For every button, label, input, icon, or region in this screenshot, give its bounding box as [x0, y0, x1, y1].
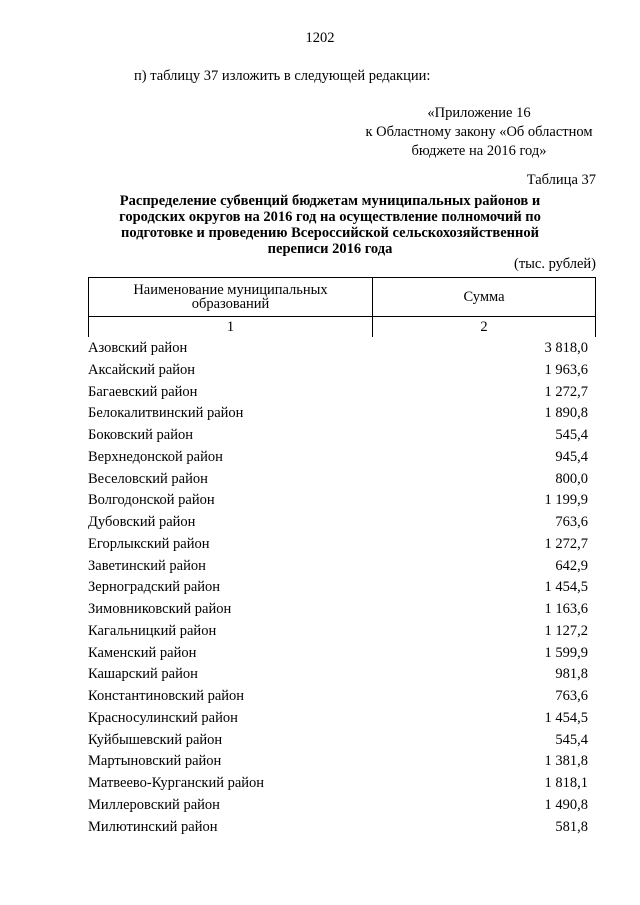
appendix-line: «Приложение 16	[427, 105, 531, 121]
municipality-name: Милютинский район	[88, 818, 218, 835]
amount-value: 1 127,2	[544, 622, 588, 639]
municipality-name: Красносулинский район	[88, 709, 238, 726]
amount-value: 1 381,8	[544, 753, 588, 770]
page-number: 1202	[305, 30, 335, 46]
amount-value: 545,4	[555, 427, 588, 443]
municipality-name: Кагальницкий район	[88, 622, 217, 639]
municipality-name: Константиновский район	[88, 688, 245, 704]
table-row	[88, 577, 588, 599]
amount-value: 1 454,5	[544, 709, 588, 726]
table-row	[88, 403, 588, 425]
municipality-name: Куйбышевский район	[88, 731, 223, 748]
amount-value: 1 818,1	[544, 775, 588, 791]
municipality-name: Матвеево-Курганский район	[88, 775, 265, 791]
table-row	[88, 817, 588, 839]
municipality-name: Кашарский район	[88, 666, 198, 683]
data-rows	[88, 338, 588, 838]
amount-value: 763,6	[555, 514, 588, 530]
amount-value: 3 818,0	[544, 340, 588, 356]
municipality-name: Боковский район	[88, 427, 193, 443]
table-header	[88, 277, 596, 337]
amount-value: 1 490,8	[544, 796, 588, 813]
municipality-name: Азовский район	[88, 340, 188, 356]
municipality-name: Зерноградский район	[88, 579, 221, 596]
amount-value: 581,8	[555, 818, 588, 835]
amount-value: 1 163,6	[544, 601, 588, 617]
municipality-name: Мартыновский район	[88, 753, 222, 770]
table-row	[88, 686, 588, 708]
table-row	[88, 795, 588, 817]
column-number-2: 2	[373, 317, 596, 338]
table-row	[88, 556, 588, 578]
amount-value: 800,0	[555, 470, 588, 487]
appendix-line: к Областному закону «Об областном	[365, 124, 593, 140]
municipality-name: Дубовский район	[88, 514, 196, 530]
amount-value: 1 272,7	[544, 383, 588, 400]
amount-value: 763,6	[555, 688, 588, 704]
amount-value: 1 454,5	[544, 579, 588, 596]
amount-value: 1 963,6	[544, 361, 588, 378]
amount-value: 981,8	[555, 666, 588, 683]
table-row	[88, 664, 588, 686]
instruction-text: п) таблицу 37 изложить в следующей редакции:	[134, 68, 431, 84]
table-row	[88, 621, 588, 643]
amount-value: 1 199,9	[544, 492, 588, 509]
appendix-line: бюджете на 2016 год»	[411, 143, 547, 159]
table-row	[88, 382, 588, 404]
table-row	[88, 730, 588, 752]
units-label: (тыс. рублей)	[514, 256, 596, 272]
table-title: Распределение субвенций бюджетам муниципальных районов и городских округов на 2016 год на осуществление полномочий по подготовке и проведению Всероссийской сельскохозяйственной переписи 2016 года	[119, 193, 541, 257]
amount-value: 642,9	[555, 557, 588, 574]
amount-value: 1 599,9	[544, 644, 588, 661]
municipality-name: Волгодонской район	[88, 492, 215, 509]
municipality-name: Верхнедонской район	[88, 448, 223, 465]
table-row	[88, 708, 588, 730]
municipality-name: Багаевский район	[88, 383, 198, 400]
table-row	[88, 512, 588, 534]
table-row	[88, 360, 588, 382]
amount-value: 1 890,8	[544, 405, 588, 422]
municipality-name: Каменский район	[88, 644, 197, 661]
column-header-sum: Сумма	[373, 278, 596, 317]
municipality-name: Егорлыкский район	[88, 535, 210, 552]
municipality-name: Веселовский район	[88, 470, 208, 487]
amount-value: 1 272,7	[544, 535, 588, 552]
table-row	[88, 490, 588, 512]
municipality-name: Миллеровский район	[88, 796, 220, 813]
amount-value: 545,4	[555, 731, 588, 748]
table-number: Таблица 37	[526, 172, 596, 188]
amount-value: 945,4	[555, 448, 588, 465]
column-number-1: 1	[89, 317, 373, 338]
municipality-name: Аксайский район	[88, 361, 196, 378]
table-row	[88, 447, 588, 469]
table-row	[88, 643, 588, 665]
table-row	[88, 425, 588, 447]
municipality-name: Зимовниковский район	[88, 601, 232, 617]
table-row	[88, 534, 588, 556]
table-row	[88, 338, 588, 360]
municipality-name: Белокалитвинский район	[88, 405, 244, 422]
appendix-reference	[350, 104, 608, 161]
municipality-name: Заветинский район	[88, 557, 206, 574]
table-row	[88, 599, 588, 621]
table-row	[88, 751, 588, 773]
column-header-name: Наименование муниципальных образований	[89, 278, 373, 317]
table-row	[88, 469, 588, 491]
table-row	[88, 773, 588, 795]
